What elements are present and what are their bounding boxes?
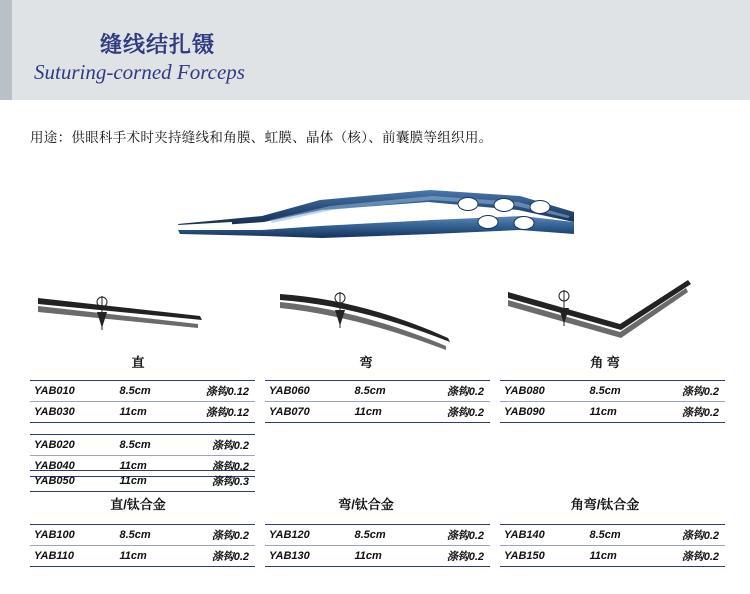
cell-tip: 涤钩0.2 [446, 530, 484, 542]
cell-code: YAB020 [34, 439, 75, 451]
table-group-angled-1 [500, 380, 725, 423]
table-row [30, 381, 255, 402]
spec-table [30, 524, 255, 567]
header-accent-bar [0, 0, 12, 100]
cell-length: 11cm [116, 456, 184, 477]
table-group-curved-alloy [265, 524, 490, 567]
forceps-main-svg [170, 178, 590, 258]
cell-tip: 涤钩0.2 [653, 546, 725, 567]
table-row [500, 381, 725, 402]
table-group-straight-alloy [30, 524, 255, 567]
usage-description: 用途：供眼科手术时夹持缝线和角膜、虹膜、晶体（核）、前囊膜等组织用。 [30, 130, 493, 145]
shape-label-straight-alloy: 直/钛合金 [110, 497, 166, 512]
cell-tip: 涤钩0.2 [418, 546, 490, 567]
spec-table [30, 380, 255, 423]
table-group-curved-1 [265, 380, 490, 423]
cell-length: 11cm [586, 546, 654, 567]
cell-code: YAB120 [269, 529, 310, 541]
table-row [265, 402, 490, 423]
cell-length: 11cm [586, 402, 654, 423]
page-header [0, 0, 750, 100]
spec-table [500, 524, 725, 567]
cell-tip: 涤钩0.2 [211, 530, 249, 542]
shape-label-curved: 弯 [359, 355, 373, 370]
table-row [265, 525, 490, 546]
table-group-straight-1 [30, 380, 255, 423]
cell-length: 8.5cm [354, 529, 386, 541]
table-row [30, 546, 255, 567]
page-title-cn: 缝线结扎镊 [100, 32, 216, 57]
table-group-straight-3 [30, 470, 255, 492]
table-row [500, 525, 725, 546]
cell-tip: 涤钩0.2 [653, 402, 725, 423]
cell-tip: 涤钩0.2 [681, 530, 719, 542]
spec-table [265, 524, 490, 567]
page-title-en: Suturing-corned Forceps [34, 60, 245, 84]
cell-code: YAB080 [504, 385, 545, 397]
shape-label-curved-alloy: 弯/钛合金 [338, 497, 394, 512]
table-row [30, 525, 255, 546]
table-row [265, 546, 490, 567]
cell-tip: 涤钩0.2 [446, 386, 484, 398]
cell-length: 11cm [116, 402, 184, 423]
cell-length: 8.5cm [119, 529, 151, 541]
cell-tip: 涤钩0.2 [418, 402, 490, 423]
cell-length: 11cm [119, 475, 147, 487]
cell-length: 8.5cm [589, 385, 621, 397]
cell-code: YAB140 [504, 529, 545, 541]
spec-table [500, 380, 725, 423]
cell-code: YAB110 [30, 546, 116, 567]
cell-code: YAB070 [265, 402, 351, 423]
cell-length: 8.5cm [119, 439, 151, 451]
cell-length: 11cm [351, 546, 419, 567]
cell-tip: 涤钩0.12 [183, 402, 255, 423]
cell-tip: 涤钩0.2 [681, 386, 719, 398]
cell-code: YAB010 [34, 385, 75, 397]
cell-length: 8.5cm [119, 385, 151, 397]
spec-table [265, 380, 490, 423]
spec-table [30, 470, 255, 492]
cell-tip: 涤钩0.2 [211, 440, 249, 452]
shape-label-straight: 直 [131, 355, 145, 370]
cell-code: YAB060 [269, 385, 310, 397]
cell-length: 11cm [351, 402, 419, 423]
cell-code: YAB090 [500, 402, 586, 423]
cell-tip: 涤钩0.12 [205, 386, 249, 398]
product-illustration [170, 178, 590, 258]
table-row [30, 435, 255, 456]
table-row [500, 546, 725, 567]
table-row [30, 471, 255, 492]
cell-code: YAB100 [34, 529, 75, 541]
cell-code: YAB050 [34, 475, 75, 487]
table-row [265, 381, 490, 402]
cell-tip: 涤钩0.3 [211, 476, 249, 488]
cell-code: YAB150 [500, 546, 586, 567]
cell-tip: 涤钩0.2 [183, 546, 255, 567]
shape-label-angled: 角 弯 [590, 355, 620, 370]
cell-tip: 涤钩0.2 [183, 456, 255, 477]
cell-length: 11cm [116, 546, 184, 567]
table-row [30, 402, 255, 423]
table-group-angled-alloy [500, 524, 725, 567]
cell-length: 8.5cm [589, 529, 621, 541]
table-row [500, 402, 725, 423]
cell-code: YAB130 [265, 546, 351, 567]
cell-code: YAB040 [30, 456, 116, 477]
cell-length: 8.5cm [354, 385, 386, 397]
shape-label-angled-alloy: 角弯/钛合金 [570, 497, 640, 512]
cell-code: YAB030 [30, 402, 116, 423]
